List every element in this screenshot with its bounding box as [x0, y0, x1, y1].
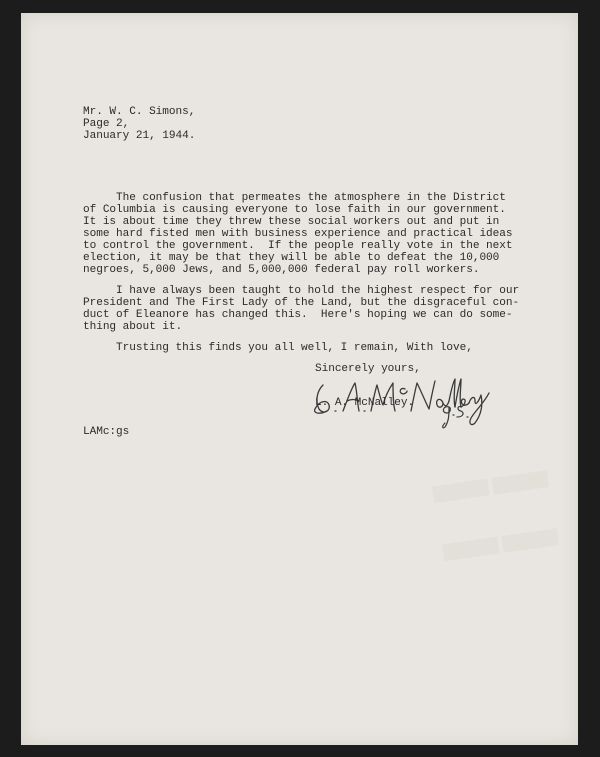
paragraph-line: negroes, 5,000 Jews, and 5,000,000 federal pay roll workers.	[83, 264, 480, 276]
paragraph-line: some hard fisted men with business experience and practical ideas	[83, 228, 513, 240]
show-through-shadow: ▬▬	[437, 493, 565, 574]
paragraph-3: Trusting this finds you all well, I remain, With love,	[83, 342, 473, 354]
typed-signature-name: L. A. McNalley.	[315, 397, 415, 409]
paragraph-line: President and The First Lady of the Land, but the disgraceful con-	[83, 297, 520, 309]
handwritten-initials	[437, 399, 477, 431]
closing-salutation: Sincerely yours,	[315, 363, 421, 375]
paragraph-line: It is about time they threw these social workers out and put in	[83, 216, 500, 228]
paragraph-line: of Columbia is causing everyone to lose faith in our government.	[83, 204, 506, 216]
reference-initials: LAMc:gs	[83, 426, 130, 438]
paragraph-line: duct of Eleanore has changed this. Here's hoping we can do some-	[83, 309, 513, 321]
paragraph-line: thing about it.	[83, 321, 183, 333]
paragraph-line: to control the government. If the people really vote in the next	[83, 240, 513, 252]
show-through-shadow: ▬▬	[427, 435, 555, 516]
paragraph-line: The confusion that permeates the atmosphere in the District	[83, 192, 506, 204]
letter-page	[21, 13, 578, 745]
recipient-line: Mr. W. C. Simons,	[83, 106, 196, 118]
paragraph-line: election, it may be that they will be able to defeat the 10,000	[83, 252, 500, 264]
date-line: January 21, 1944.	[83, 130, 196, 142]
page-number-line: Page 2,	[83, 118, 130, 130]
paragraph-line: I have always been taught to hold the highest respect for our	[83, 285, 520, 297]
